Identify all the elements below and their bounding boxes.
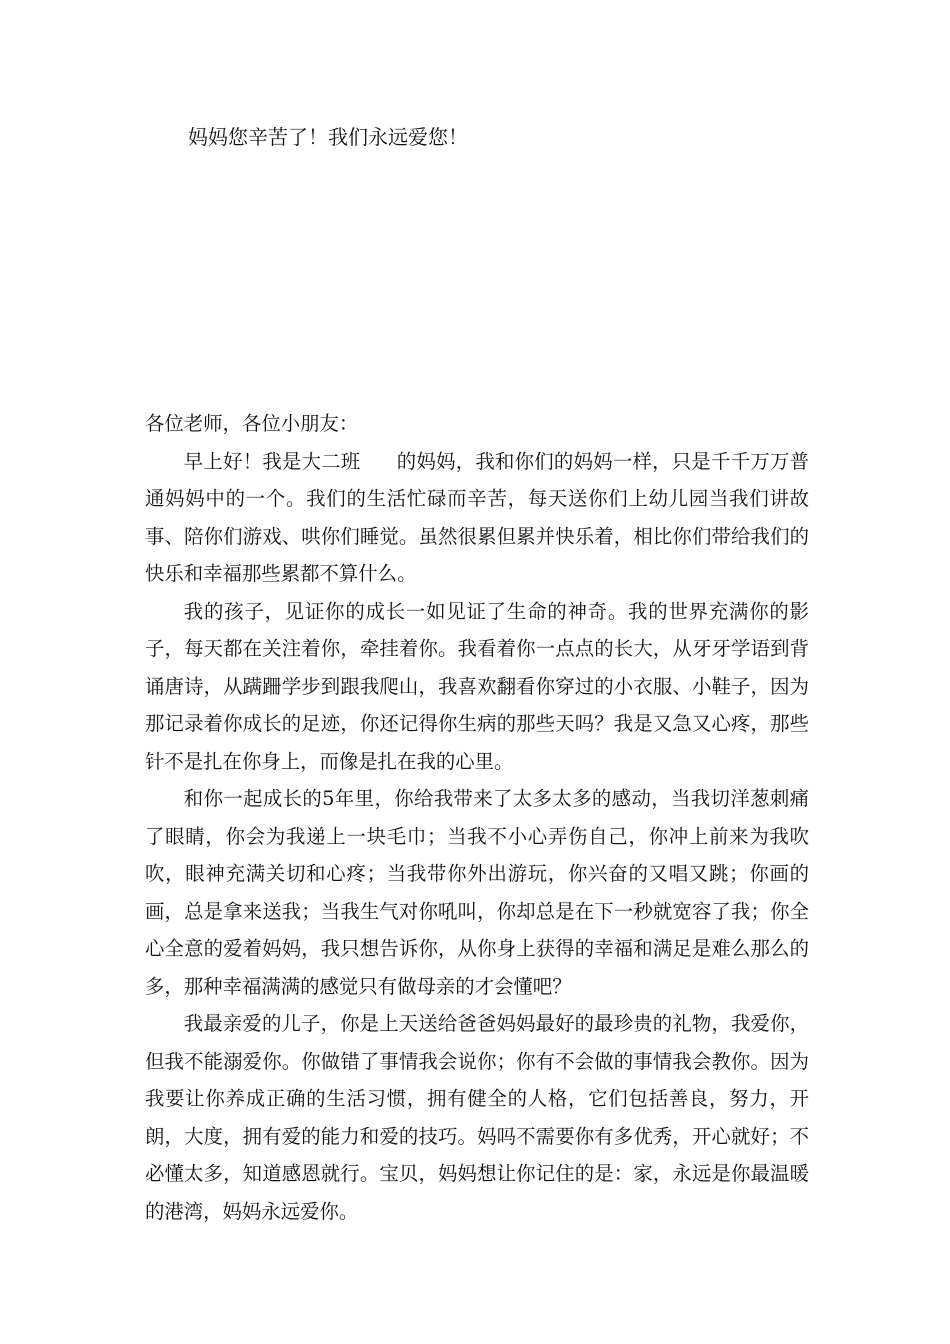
paragraph-3: 和你一起成长的5年里，你给我带来了太多太多的感动，当我切洋葱刺痛了眼睛，你会为我递上一块毛巾；当我不小心弄伤自己，你冲上前来为我吹吹，眼神充满关切和心疼；当我带你外出游玩，你兴奋的又唱又跳；你画的画，总是拿来送我；当我生气对你吼叫，你却总是在下一秒就宽容了我；你全心全意的爱着妈妈，我只想告诉你，从你身上获得的幸福和满足是难么那么的多，那种幸福满满的感觉只有做母亲的才会懂吧？ (145, 787, 809, 998)
salutation: 各位老师，各位小朋友： (145, 412, 359, 435)
paragraph-1-start: 早上好！我是大二班 (183, 449, 361, 473)
paragraph-1 (145, 443, 809, 593)
paragraph-1-rest: 的妈妈，我和你们的妈妈一样，只是千千万万普通妈妈中的一个。我们的生活忙碌而辛苦，每天送你们上幼儿园当我们讲故事、陪你们游戏、哄你们睡觉。虽然很累但累并快乐着，相比你们带给我们的快乐和幸福那些累都不算什么。 (145, 449, 810, 585)
letter-body (145, 405, 809, 1230)
paragraph-2: 我的孩子，见证你的成长一如见证了生命的神奇。我的世界充满你的影子，每天都在关注着你，牵挂着你。我看着你一点点的长大，从牙牙学语到背诵唐诗，从蹒跚学步到跟我爬山，我喜欢翻看你穿过的小衣服、小鞋子，因为那记录着你成长的足迹，你还记得你生病的那些天吗？我是又急又心疼，那些针不是扎在你身上，而像是扎在我的心里。 (145, 599, 809, 773)
paragraph-4: 我最亲爱的儿子，你是上天送给爸爸妈妈最好的最珍贵的礼物，我爱你，但我不能溺爱你。你做错了事情我会说你；你有不会做的事情我会教你。因为我要让你养成正确的生活习惯，拥有健全的人格，它们包括善良，努力，开朗，大度，拥有爱的能力和爱的技巧。妈吗不需要你有多优秀，开心就好；不必懂太多，知道感恩就行。宝贝，妈妈想让你记住的是：家，永远是你最温暖的港湾，妈妈永远爱你。 (145, 1012, 809, 1223)
closing-line: 妈妈您辛苦了！我们永远爱您！ (188, 125, 468, 149)
